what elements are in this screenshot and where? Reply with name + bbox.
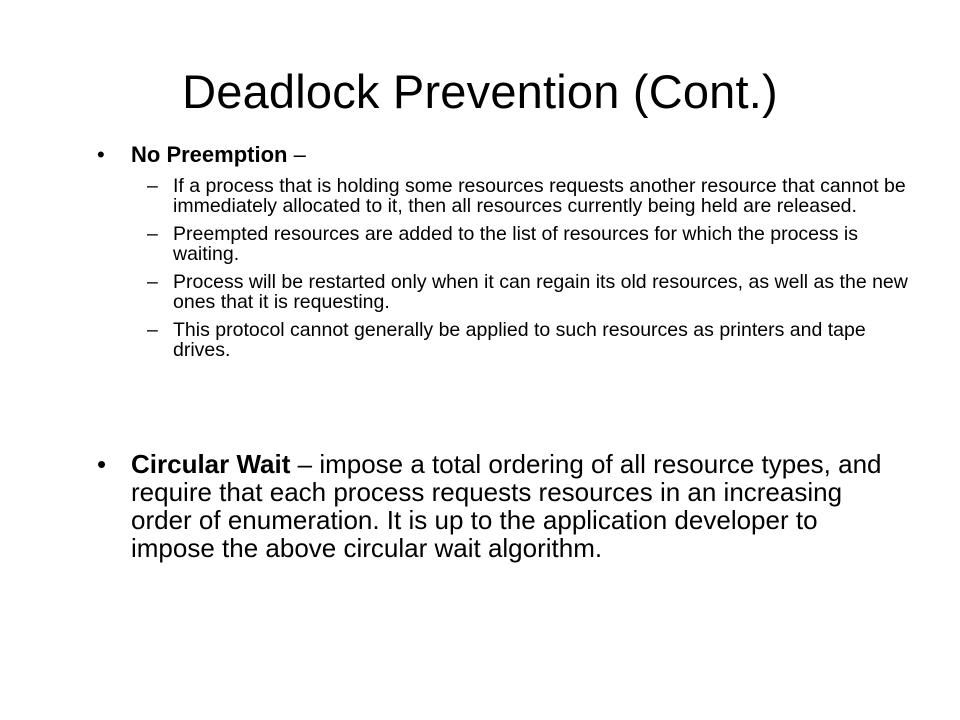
sub-bullet-marker: –	[147, 319, 158, 341]
sub-bullet-list	[94, 175, 908, 361]
sub-bullet-marker: –	[147, 175, 158, 197]
bullet-circular-wait	[94, 450, 894, 562]
bullet-lead: Circular Wait	[131, 449, 291, 479]
sub-bullet-item	[147, 320, 923, 360]
bullet-marker: •	[97, 142, 105, 167]
sub-bullet-text: This protocol cannot generally be applied to such resources as printers and tape drives.	[173, 319, 866, 361]
sub-bullet-text: Preempted resources are added to the list of resources for which the process is waiting.	[173, 223, 859, 265]
bullet-lead: No Preemption	[131, 142, 288, 167]
bullet-marker: •	[97, 449, 107, 479]
sub-bullet-item	[147, 224, 923, 264]
sub-bullet-marker: –	[147, 223, 158, 245]
sub-bullet-text: Process will be restarted only when it can regain its old resources, as well as the new ones that it is requesting.	[173, 271, 908, 313]
sub-bullet-text: If a process that is holding some resources requests another resource that cannot be immediately allocated to it, then all resources currently being held are released.	[173, 175, 906, 217]
slide-title: Deadlock Prevention (Cont.)	[182, 65, 778, 118]
sub-bullet-item	[147, 176, 923, 216]
bullet-item	[94, 450, 894, 562]
sub-bullet-item	[147, 272, 923, 312]
bullet-text: – impose a total ordering of all resource types, and require that each process requests resources in an increasing order of enumeration. It is up to the application developer to impose the above circular wait algorithm.	[131, 449, 882, 563]
sub-bullet-marker: –	[147, 271, 158, 293]
bullet-text: –	[287, 142, 306, 167]
bullet-item	[94, 142, 894, 168]
bullet-no-preemption	[94, 142, 908, 368]
